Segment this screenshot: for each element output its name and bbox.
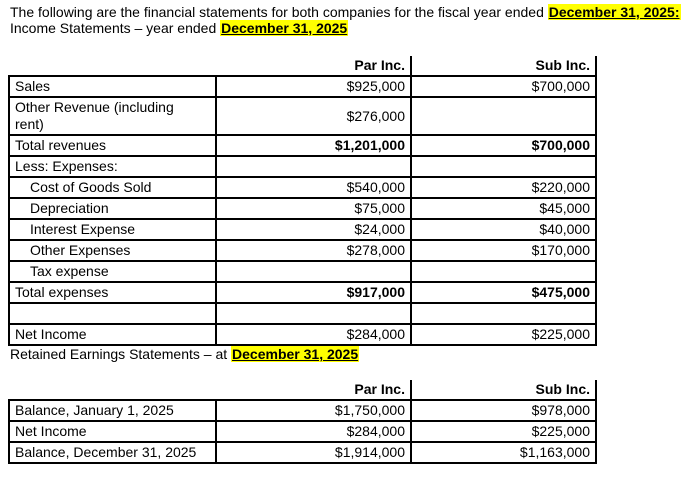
highlighted-date: December 31, 2025: xyxy=(548,4,680,20)
sub-value: $225,000 xyxy=(411,421,596,442)
table-row xyxy=(9,282,596,303)
table-row xyxy=(9,135,596,156)
table-row xyxy=(9,76,596,97)
retained-heading-text: Retained Earnings Statements – at xyxy=(10,346,228,362)
sub-value: $1,163,000 xyxy=(411,442,596,463)
sub-value xyxy=(411,261,596,282)
sub-value: $220,000 xyxy=(411,177,596,198)
table-row xyxy=(9,442,596,463)
row-label: Other Expenses xyxy=(9,240,216,261)
row-label: Total expenses xyxy=(9,282,216,303)
par-value xyxy=(216,303,411,324)
intro-paragraph xyxy=(10,4,692,20)
sub-value: $978,000 xyxy=(411,400,596,421)
row-label: Net Income xyxy=(9,324,216,345)
sub-value: $170,000 xyxy=(411,240,596,261)
par-value: $278,000 xyxy=(216,240,411,261)
income-statements-table xyxy=(8,56,597,346)
retained-earnings-table xyxy=(8,380,597,464)
row-label: Interest Expense xyxy=(9,219,216,240)
row-label: Balance, January 1, 2025 xyxy=(9,400,216,421)
row-label: Net Income xyxy=(9,421,216,442)
sub-value xyxy=(411,156,596,177)
table-row xyxy=(9,324,596,345)
row-label: Total revenues xyxy=(9,135,216,156)
par-value xyxy=(216,261,411,282)
header-sub-inc: Sub Inc. xyxy=(411,380,596,400)
income-statements-heading xyxy=(10,20,692,36)
sub-value xyxy=(411,303,596,324)
row-label: Less: Expenses: xyxy=(9,156,216,177)
sub-value: $45,000 xyxy=(411,198,596,219)
sub-value: $225,000 xyxy=(411,324,596,345)
table-row xyxy=(9,198,596,219)
row-label: Sales xyxy=(9,76,216,97)
par-value: $917,000 xyxy=(216,282,411,303)
par-value xyxy=(216,156,411,177)
sub-value: $700,000 xyxy=(411,135,596,156)
table-row xyxy=(9,240,596,261)
highlighted-date: December 31, 2025 xyxy=(232,346,359,362)
retained-earnings-heading xyxy=(10,346,692,362)
table-row xyxy=(9,97,596,135)
table-row-spacer xyxy=(9,303,596,324)
header-par-inc: Par Inc. xyxy=(216,56,411,76)
table-row xyxy=(9,400,596,421)
row-label: Tax expense xyxy=(9,261,216,282)
par-value: $24,000 xyxy=(216,219,411,240)
header-empty-cell xyxy=(9,380,216,400)
income-heading-text: Income Statements – year ended xyxy=(10,20,217,36)
header-empty-cell xyxy=(9,56,216,76)
highlighted-date: December 31, 2025 xyxy=(221,20,348,36)
table-header-row xyxy=(9,380,596,400)
row-label: Cost of Goods Sold xyxy=(9,177,216,198)
table-row xyxy=(9,421,596,442)
par-value: $1,750,000 xyxy=(216,400,411,421)
table-row xyxy=(9,177,596,198)
row-label xyxy=(9,303,216,324)
table-header-row xyxy=(9,56,596,76)
table-row xyxy=(9,261,596,282)
table-row xyxy=(9,156,596,177)
par-value: $276,000 xyxy=(216,97,411,135)
header-par-inc: Par Inc. xyxy=(216,380,411,400)
par-value: $925,000 xyxy=(216,76,411,97)
sub-value: $700,000 xyxy=(411,76,596,97)
table-row xyxy=(9,219,596,240)
row-label: Depreciation xyxy=(9,198,216,219)
par-value: $1,201,000 xyxy=(216,135,411,156)
sub-value: $40,000 xyxy=(411,219,596,240)
row-label: Balance, December 31, 2025 xyxy=(9,442,216,463)
intro-text: The following are the financial statements for both companies for the fiscal year ended xyxy=(10,4,544,20)
par-value: $540,000 xyxy=(216,177,411,198)
par-value: $284,000 xyxy=(216,324,411,345)
row-label: Other Revenue (including rent) xyxy=(9,97,216,135)
par-value: $284,000 xyxy=(216,421,411,442)
par-value: $1,914,000 xyxy=(216,442,411,463)
par-value: $75,000 xyxy=(216,198,411,219)
sub-value xyxy=(411,97,596,135)
header-sub-inc: Sub Inc. xyxy=(411,56,596,76)
sub-value: $475,000 xyxy=(411,282,596,303)
